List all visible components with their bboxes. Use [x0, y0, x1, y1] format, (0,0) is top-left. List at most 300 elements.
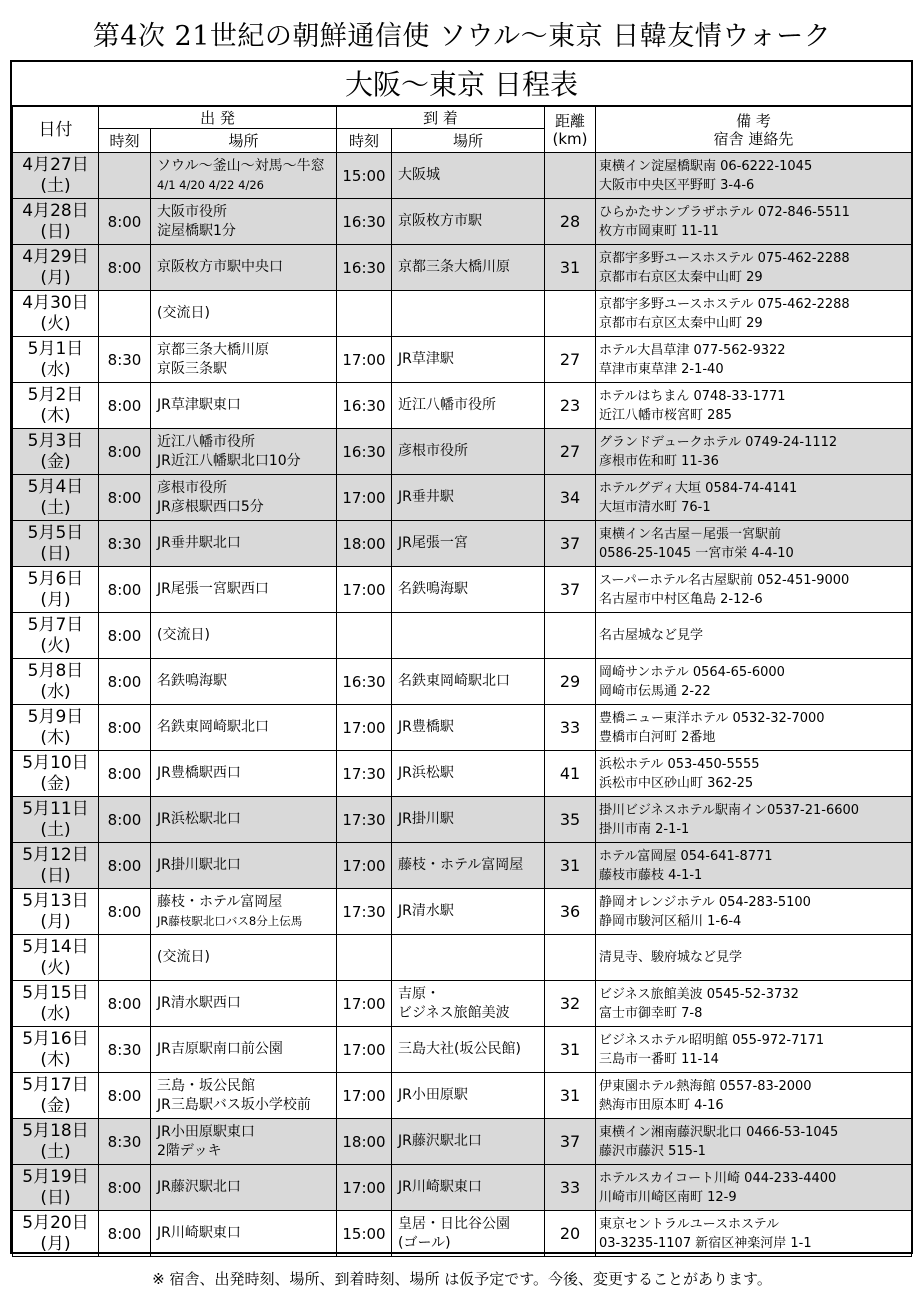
depart-place-cell [151, 153, 337, 199]
table-row [13, 1211, 912, 1257]
date-text: 5月8日 [27, 660, 84, 681]
table-row [13, 935, 912, 981]
depart-place-cell [151, 797, 337, 843]
distance-cell [545, 613, 596, 659]
arrive-place-line: JR浜松駅 [398, 765, 454, 781]
date-cell [13, 613, 99, 659]
notes-cell [596, 383, 912, 429]
arrive-place-line: JR川崎駅東口 [398, 1179, 482, 1195]
depart-place-cell [151, 199, 337, 245]
notes-cell [596, 567, 912, 613]
weekday-text: (月) [40, 911, 71, 932]
arrive-time-cell: 17:00 [337, 1027, 392, 1073]
arrive-place-cell [392, 1211, 545, 1257]
notes-line: 東横イン湘南藤沢駅北口 0466-53-1045 [599, 1124, 839, 1140]
notes-cell [596, 659, 912, 705]
arrive-place-line: 近江八幡市役所 [398, 397, 496, 413]
arrive-place-line: JR豊橋駅 [398, 719, 454, 735]
depart-place-line: JR近江八幡駅北口10分 [157, 452, 301, 469]
notes-line: 東京セントラルユースホステル [599, 1216, 780, 1232]
header-notes [596, 107, 912, 153]
arrive-place-line: 名鉄鳴海駅 [398, 581, 468, 597]
depart-place-cell [151, 1073, 337, 1119]
date-text: 4月27日 [22, 154, 89, 175]
notes-cell [596, 1027, 912, 1073]
depart-place-cell [151, 935, 337, 981]
date-cell [13, 475, 99, 521]
distance-cell: 34 [545, 475, 596, 521]
depart-place-line: JR川崎駅東口 [157, 1225, 241, 1241]
notes-line: ホテル富岡屋 054-641-8771 [599, 848, 773, 864]
distance-cell [545, 935, 596, 981]
arrive-place-cell [392, 475, 545, 521]
depart-place-cell [151, 1119, 337, 1165]
depart-place-line: 藤枝・ホテル富岡屋 [157, 893, 283, 910]
header-notes-sub: 宿舎 連絡先 [713, 129, 794, 148]
date-text: 5月2日 [27, 384, 84, 405]
depart-place-line: JR浜松駅北口 [157, 811, 241, 827]
depart-place-cell [151, 245, 337, 291]
weekday-text: (土) [40, 497, 71, 518]
table-row [13, 291, 912, 337]
arrive-place-cell [392, 613, 545, 659]
notes-line: 藤沢市藤沢 515-1 [599, 1143, 706, 1159]
weekday-text: (金) [40, 773, 71, 794]
date-cell [13, 245, 99, 291]
depart-time-cell: 8:30 [99, 521, 151, 567]
distance-cell [545, 153, 596, 199]
table-row [13, 521, 912, 567]
notes-line: 藤枝市藤枝 4-1-1 [599, 867, 703, 883]
table-row [13, 383, 912, 429]
arrive-place-cell [392, 383, 545, 429]
notes-line: 京都市右京区太秦中山町 29 [599, 315, 763, 331]
notes-line: ホテル大昌草津 077-562-9322 [599, 342, 786, 358]
date-cell [13, 889, 99, 935]
notes-line: 豊橋ニュー東洋ホテル 0532-32-7000 [599, 710, 825, 726]
notes-line: 東横イン淀屋橋駅南 06-6222-1045 [599, 158, 813, 174]
notes-line: ホテルスカイコート川崎 044-233-4400 [599, 1170, 837, 1186]
table-row [13, 1165, 912, 1211]
header-depart-time: 時刻 [99, 129, 151, 153]
distance-cell: 31 [545, 1027, 596, 1073]
table-row [13, 981, 912, 1027]
arrive-place-line: 名鉄東岡崎駅北口 [398, 673, 510, 689]
depart-place-cell [151, 567, 337, 613]
date-text: 5月7日 [27, 614, 84, 635]
notes-line: 京都市右京区太秦中山町 29 [599, 269, 763, 285]
notes-line: 大垣市清水町 76-1 [599, 499, 711, 515]
arrive-place-cell [392, 337, 545, 383]
depart-time-cell: 8:00 [99, 889, 151, 935]
depart-place-line: JR藤枝駅北口バス8分上伝馬 [157, 913, 303, 928]
arrive-time-cell: 17:00 [337, 1073, 392, 1119]
arrive-place-cell [392, 843, 545, 889]
date-cell [13, 1119, 99, 1165]
arrive-time-cell: 17:00 [337, 981, 392, 1027]
distance-cell: 31 [545, 1073, 596, 1119]
distance-cell: 35 [545, 797, 596, 843]
depart-time-cell: 8:00 [99, 567, 151, 613]
notes-cell [596, 797, 912, 843]
depart-time-cell [99, 935, 151, 981]
depart-place-line: 京阪三条駅 [157, 360, 227, 377]
depart-place-line: (交流日) [157, 949, 210, 965]
date-text: 5月14日 [22, 936, 89, 957]
notes-line: 熱海市田原本町 4-16 [599, 1097, 724, 1113]
notes-line: 東横イン名古屋－尾張一宮駅前 [599, 526, 782, 542]
date-cell [13, 843, 99, 889]
notes-line: 静岡オレンジホテル 054-283-5100 [599, 894, 811, 910]
depart-time-cell: 8:00 [99, 797, 151, 843]
arrive-place-line: 吉原・ [398, 985, 440, 1002]
arrive-place-cell [392, 1165, 545, 1211]
date-cell [13, 567, 99, 613]
arrive-place-cell [392, 981, 545, 1027]
arrive-place-cell [392, 659, 545, 705]
date-text: 5月9日 [27, 706, 84, 727]
depart-time-cell: 8:00 [99, 751, 151, 797]
arrive-place-cell [392, 245, 545, 291]
depart-time-cell: 8:30 [99, 1119, 151, 1165]
arrive-time-cell: 18:00 [337, 1119, 392, 1165]
notes-cell [596, 337, 912, 383]
notes-line: 京都宇多野ユースホステル 075-462-2288 [599, 296, 850, 312]
weekday-text: (土) [40, 175, 71, 196]
document-title: 第4次 21世紀の朝鮮通信使 ソウル～東京 日韓友情ウォーク [92, 21, 832, 52]
distance-cell: 27 [545, 429, 596, 475]
notes-cell [596, 1119, 912, 1165]
header-depart-place: 場所 [151, 129, 337, 153]
weekday-text: (日) [40, 865, 71, 886]
weekday-text: (水) [40, 359, 71, 380]
table-row [13, 705, 912, 751]
date-cell [13, 337, 99, 383]
depart-time-cell: 8:00 [99, 245, 151, 291]
distance-cell: 28 [545, 199, 596, 245]
notes-line: 浜松市中区砂山町 362-25 [599, 775, 754, 791]
depart-time-cell: 8:00 [99, 383, 151, 429]
date-text: 4月29日 [22, 246, 89, 267]
notes-line: 名古屋市中村区亀島 2-12-6 [599, 591, 763, 607]
arrive-place-line: JR掛川駅 [398, 811, 454, 827]
notes-cell [596, 935, 912, 981]
depart-place-cell [151, 751, 337, 797]
date-text: 5月13日 [22, 890, 89, 911]
notes-line: 近江八幡市桜宮町 285 [599, 407, 732, 423]
depart-place-line: 名鉄鳴海駅 [157, 673, 227, 689]
notes-line: 枚方市岡東町 11-11 [599, 223, 719, 239]
notes-line: 岡崎市伝馬通 2-22 [599, 683, 711, 699]
notes-line: 0586-25-1045 一宮市栄 4-4-10 [599, 545, 794, 561]
header-arrive-place: 場所 [392, 129, 545, 153]
date-cell [13, 521, 99, 567]
arrive-place-cell [392, 1119, 545, 1165]
arrive-time-cell: 16:30 [337, 199, 392, 245]
arrive-place-cell [392, 889, 545, 935]
distance-cell: 31 [545, 245, 596, 291]
arrive-place-line: 京阪枚方市駅 [398, 213, 482, 229]
table-row [13, 475, 912, 521]
depart-place-line: 彦根市役所 [157, 479, 227, 496]
depart-place-cell [151, 1211, 337, 1257]
date-cell [13, 935, 99, 981]
arrive-place-line: 皇居・日比谷公園 [398, 1215, 510, 1232]
weekday-text: (火) [40, 313, 71, 334]
depart-time-cell: 8:00 [99, 981, 151, 1027]
notes-line: ビジネス旅館美波 0545-52-3732 [599, 986, 799, 1002]
table-row [13, 567, 912, 613]
weekday-text: (水) [40, 681, 71, 702]
distance-cell: 37 [545, 521, 596, 567]
arrive-place-line: 彦根市役所 [398, 443, 468, 459]
arrive-time-cell: 17:30 [337, 889, 392, 935]
weekday-text: (木) [40, 405, 71, 426]
notes-line: ビジネスホテル昭明館 055-972-7171 [599, 1032, 825, 1048]
arrive-place-cell [392, 199, 545, 245]
date-cell [13, 429, 99, 475]
depart-place-cell [151, 705, 337, 751]
date-cell [13, 1027, 99, 1073]
date-cell [13, 199, 99, 245]
weekday-text: (月) [40, 1233, 71, 1254]
arrive-time-cell: 17:00 [337, 843, 392, 889]
depart-place-cell [151, 981, 337, 1027]
arrive-place-line: 藤枝・ホテル富岡屋 [398, 857, 524, 873]
depart-place-line: JR掛川駅北口 [157, 857, 241, 873]
arrive-time-cell: 18:00 [337, 521, 392, 567]
notes-cell [596, 291, 912, 337]
distance-cell: 23 [545, 383, 596, 429]
notes-cell [596, 843, 912, 889]
distance-cell: 33 [545, 705, 596, 751]
depart-time-cell: 8:00 [99, 1073, 151, 1119]
notes-line: グランドデュークホテル 0749-24-1112 [599, 434, 838, 450]
arrive-time-cell: 17:00 [337, 567, 392, 613]
date-text: 5月5日 [27, 522, 84, 543]
depart-place-line: JR彦根駅西口5分 [157, 498, 264, 515]
date-text: 4月28日 [22, 200, 89, 221]
depart-place-cell [151, 521, 337, 567]
schedule-subtitle: 大阪～東京 日程表 [10, 60, 913, 106]
date-text: 5月18日 [22, 1120, 89, 1141]
arrive-place-cell [392, 521, 545, 567]
depart-place-line: JR三島駅バス坂小学校前 [157, 1096, 311, 1113]
arrive-place-cell [392, 797, 545, 843]
arrive-place-cell [392, 153, 545, 199]
header-arrive: 到 着 [337, 107, 545, 129]
date-text: 5月11日 [22, 798, 89, 819]
weekday-text: (日) [40, 543, 71, 564]
arrive-place-line: 大阪城 [398, 167, 440, 183]
arrive-place-line: 三島大社(坂公民館) [398, 1041, 521, 1057]
depart-place-cell [151, 613, 337, 659]
notes-line: 岡崎サンホテル 0564-65-6000 [599, 664, 785, 680]
table-row [13, 889, 912, 935]
table-row [13, 1119, 912, 1165]
notes-line: 清見寺、駿府城など見学 [599, 950, 743, 965]
notes-line: スーパーホテル名古屋駅前 052-451-9000 [599, 572, 850, 588]
arrive-time-cell: 16:30 [337, 383, 392, 429]
schedule-table [12, 106, 912, 1257]
header-distance-unit: (km) [552, 129, 588, 148]
table-row [13, 429, 912, 475]
date-cell [13, 383, 99, 429]
date-text: 5月10日 [22, 752, 89, 773]
depart-place-line: 名鉄東岡崎駅北口 [157, 719, 269, 735]
weekday-text: (土) [40, 819, 71, 840]
depart-place-cell [151, 291, 337, 337]
depart-time-cell: 8:00 [99, 475, 151, 521]
weekday-text: (土) [40, 1141, 71, 1162]
depart-place-cell [151, 659, 337, 705]
depart-time-cell: 8:30 [99, 337, 151, 383]
depart-place-line: JR小田原駅東口 [157, 1123, 255, 1140]
arrive-place-cell [392, 567, 545, 613]
notes-line: 03-3235-1107 新宿区神楽河岸 1-1 [599, 1235, 812, 1251]
depart-place-cell [151, 383, 337, 429]
date-text: 5月1日 [27, 338, 84, 359]
arrive-place-line: JR藤沢駅北口 [398, 1133, 482, 1149]
depart-place-line: 4/1 4/20 4/22 4/26 [157, 177, 264, 192]
arrive-place-cell [392, 1027, 545, 1073]
arrive-place-cell [392, 291, 545, 337]
notes-line: 彦根市佐和町 11-36 [599, 453, 719, 469]
depart-time-cell: 8:00 [99, 613, 151, 659]
date-cell [13, 1211, 99, 1257]
depart-place-line: (交流日) [157, 305, 210, 321]
notes-line: 掛川ビジネスホテル駅南イン0537-21-6600 [599, 802, 860, 818]
arrive-time-cell [337, 291, 392, 337]
date-text: 5月16日 [22, 1028, 89, 1049]
table-row [13, 843, 912, 889]
depart-place-line: 京都三条大橋川原 [157, 341, 269, 358]
weekday-text: (木) [40, 1049, 71, 1070]
distance-cell: 36 [545, 889, 596, 935]
notes-cell [596, 889, 912, 935]
depart-place-line: JR吉原駅南口前公園 [157, 1041, 283, 1057]
depart-place-cell [151, 429, 337, 475]
date-text: 5月3日 [27, 430, 84, 451]
arrive-place-line: JR草津駅 [398, 351, 454, 367]
distance-cell: 37 [545, 1119, 596, 1165]
depart-place-cell [151, 843, 337, 889]
header-date: 日付 [13, 107, 99, 153]
date-cell [13, 705, 99, 751]
notes-line: 静岡市駿河区稲川 1-6-4 [599, 913, 742, 929]
arrive-time-cell: 17:00 [337, 337, 392, 383]
table-row [13, 199, 912, 245]
notes-cell [596, 1165, 912, 1211]
arrive-place-cell [392, 1073, 545, 1119]
notes-line: 浜松ホテル 053-450-5555 [599, 756, 760, 772]
depart-place-cell [151, 1027, 337, 1073]
arrive-time-cell: 17:30 [337, 751, 392, 797]
arrive-time-cell [337, 935, 392, 981]
arrive-time-cell: 17:00 [337, 1165, 392, 1211]
arrive-time-cell: 15:00 [337, 153, 392, 199]
depart-place-line: JR清水駅西口 [157, 995, 241, 1011]
notes-cell [596, 245, 912, 291]
depart-time-cell: 8:00 [99, 705, 151, 751]
weekday-text: (金) [40, 1095, 71, 1116]
notes-line: 富士市御幸町 7-8 [599, 1005, 703, 1021]
date-text: 5月17日 [22, 1074, 89, 1095]
distance-cell: 33 [545, 1165, 596, 1211]
header-distance-label: 距離 [554, 111, 585, 130]
depart-place-line: 京阪枚方市駅中央口 [157, 259, 283, 275]
arrive-place-cell [392, 751, 545, 797]
distance-cell: 27 [545, 337, 596, 383]
weekday-text: (月) [40, 267, 71, 288]
date-text: 4月30日 [22, 292, 89, 313]
depart-place-line: 近江八幡市役所 [157, 433, 255, 450]
arrive-place-line: 京都三条大橋川原 [398, 259, 510, 275]
depart-time-cell [99, 153, 151, 199]
arrive-place-line: (ゴール) [398, 1234, 451, 1251]
depart-place-line: JR豊橋駅西口 [157, 765, 241, 781]
schedule-body [13, 153, 912, 1257]
arrive-place-line: JR尾張一宮 [398, 535, 468, 551]
depart-time-cell: 8:00 [99, 843, 151, 889]
arrive-place-cell [392, 705, 545, 751]
notes-line: ホテルグディ大垣 0584-74-4141 [599, 480, 798, 496]
header-distance [545, 107, 596, 153]
depart-place-line: JR藤沢駅北口 [157, 1179, 241, 1195]
weekday-text: (火) [40, 957, 71, 978]
depart-time-cell: 8:00 [99, 199, 151, 245]
weekday-text: (金) [40, 451, 71, 472]
date-text: 5月12日 [22, 844, 89, 865]
notes-line: 京都宇多野ユースホステル 075-462-2288 [599, 250, 850, 266]
notes-cell [596, 613, 912, 659]
notes-cell [596, 1211, 912, 1257]
header-depart: 出 発 [99, 107, 337, 129]
arrive-time-cell: 16:30 [337, 659, 392, 705]
depart-time-cell: 8:00 [99, 1211, 151, 1257]
date-cell [13, 797, 99, 843]
notes-cell [596, 705, 912, 751]
notes-line: 三島市一番町 11-14 [599, 1051, 719, 1067]
depart-place-line: (交流日) [157, 627, 210, 643]
arrive-time-cell: 15:00 [337, 1211, 392, 1257]
depart-place-line: ソウル～釜山～対馬～牛窓 [157, 157, 325, 174]
arrive-place-line: JR垂井駅 [398, 489, 454, 505]
date-cell [13, 153, 99, 199]
distance-cell: 29 [545, 659, 596, 705]
depart-place-line: 大阪市役所 [157, 203, 227, 220]
header-arrive-time: 時刻 [337, 129, 392, 153]
notes-line: 豊橋市白河町 2番地 [599, 729, 716, 745]
arrive-place-line: ビジネス旅館美波 [398, 1004, 510, 1021]
date-cell [13, 291, 99, 337]
table-row [13, 613, 912, 659]
arrive-place-cell [392, 935, 545, 981]
distance-cell: 37 [545, 567, 596, 613]
depart-place-cell [151, 1165, 337, 1211]
date-text: 5月15日 [22, 982, 89, 1003]
depart-place-line: JR草津駅東口 [157, 397, 241, 413]
distance-cell: 31 [545, 843, 596, 889]
distance-cell: 41 [545, 751, 596, 797]
date-cell [13, 751, 99, 797]
date-cell [13, 1073, 99, 1119]
depart-place-cell [151, 889, 337, 935]
weekday-text: (月) [40, 589, 71, 610]
table-row [13, 337, 912, 383]
notes-cell [596, 199, 912, 245]
depart-place-line: JR垂井駅北口 [157, 535, 241, 551]
